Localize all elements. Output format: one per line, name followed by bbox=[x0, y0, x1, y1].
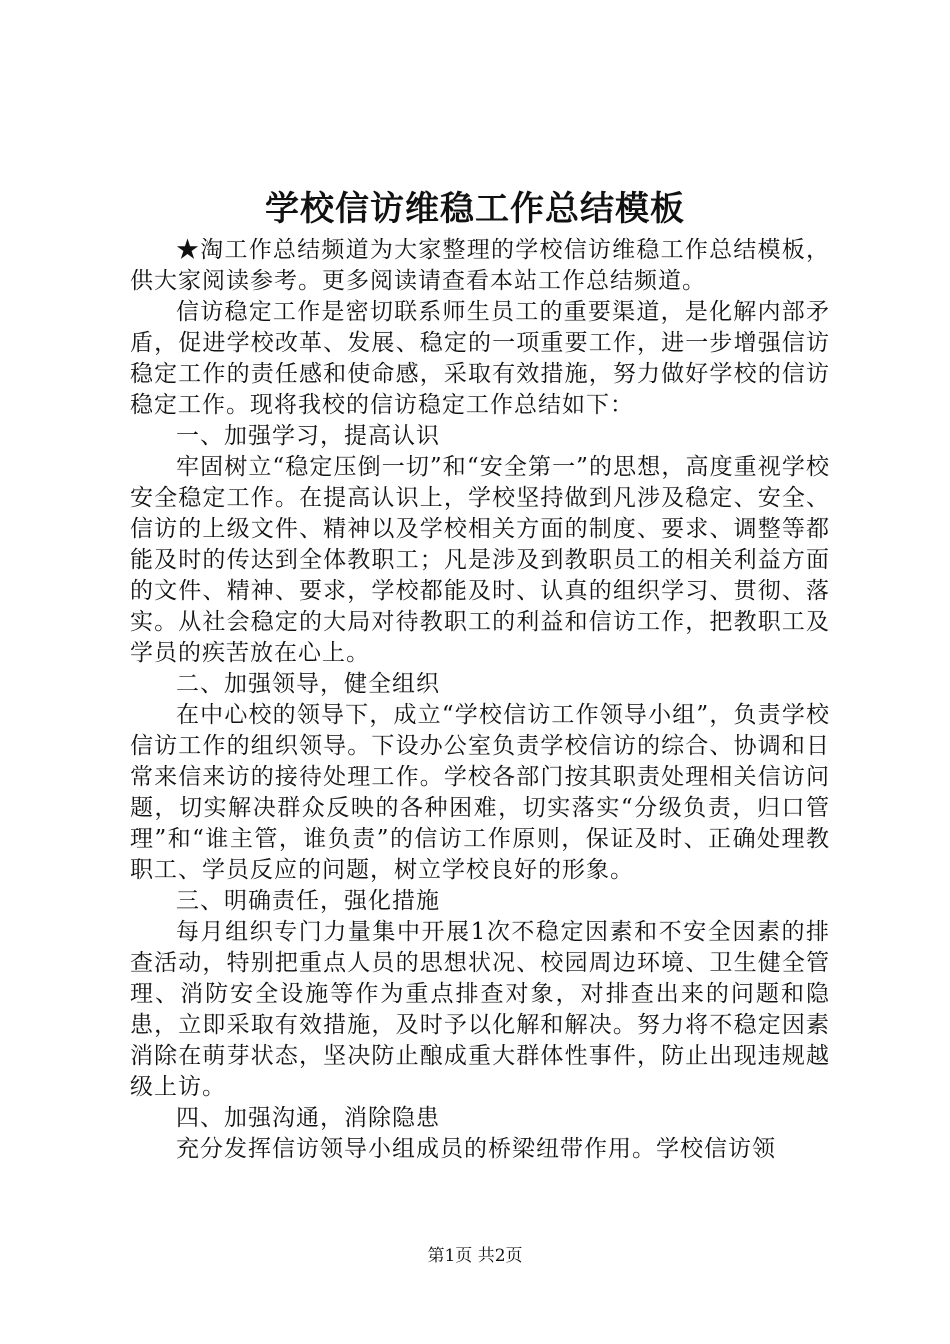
section-heading: 四、加强沟通，消除隐患 bbox=[176, 1105, 440, 1131]
section-heading: 三、明确责任，强化措施 bbox=[176, 888, 440, 914]
section-heading: 一、加强学习，提高认识 bbox=[176, 423, 440, 449]
document-body bbox=[130, 235, 830, 1165]
body-paragraph: 信访稳定工作是密切联系师生员工的重要渠道，是化解内部矛盾，促进学校改革、发展、稳定的一项重要工作，进一步增强信访稳定工作的责任感和使命感，采取有效措施，努力做好学校的信访稳定工作。现将我校的信访稳定工作总结如下： bbox=[130, 299, 830, 418]
body-paragraph: 充分发挥信访领导小组成员的桥梁纽带作用。学校信访领 bbox=[176, 1136, 776, 1162]
body-paragraph: 在中心校的领导下，成立“学校信访工作领导小组”，负责学校信访工作的组织领导。下设办公室负责学校信访的综合、协调和日常来信来访的接待处理工作。学校各部门按其职责处理相关信访问题，切实解决群众反映的各种困难，切实落实“分级负责，归口管理”和“谁主管，谁负责”的信访工作原则，保证及时、正确处理教职工、学员反应的问题，树立学校良好的形象。 bbox=[130, 702, 830, 883]
document-title: 学校信访维稳工作总结模板 bbox=[265, 189, 685, 229]
body-paragraph: 每月组织专门力量集中开展1次不稳定因素和不安全因素的排查活动，特别把重点人员的思想状况、校园周边环境、卫生健全管理、消防安全设施等作为重点排查对象，对排查出来的问题和隐患，立即采取有效措施，及时予以化解和解决。努力将不稳定因素消除在萌芽状态，坚决防止酿成重大群体性事件，防止出现违规越级上访。 bbox=[130, 919, 830, 1100]
intro-paragraph: ★淘工作总结频道为大家整理的学校信访维稳工作总结模板，供大家阅读参考。更多阅读请查看本站工作总结频道。 bbox=[130, 237, 830, 294]
page-number-footer: 第1页 共2页 bbox=[427, 1246, 523, 1266]
section-heading: 二、加强领导，健全组织 bbox=[176, 671, 440, 697]
body-paragraph: 牢固树立“稳定压倒一切”和“安全第一”的思想，高度重视学校安全稳定工作。在提高认识上，学校坚持做到凡涉及稳定、安全、信访的上级文件、精神以及学校相关方面的制度、要求、调整等都能及时的传达到全体教职工；凡是涉及到教职员工的相关利益方面的文件、精神、要求，学校都能及时、认真的组织学习、贯彻、落实。从社会稳定的大局对待教职工的利益和信访工作，把教职工及学员的疾苦放在心上。 bbox=[130, 454, 830, 666]
